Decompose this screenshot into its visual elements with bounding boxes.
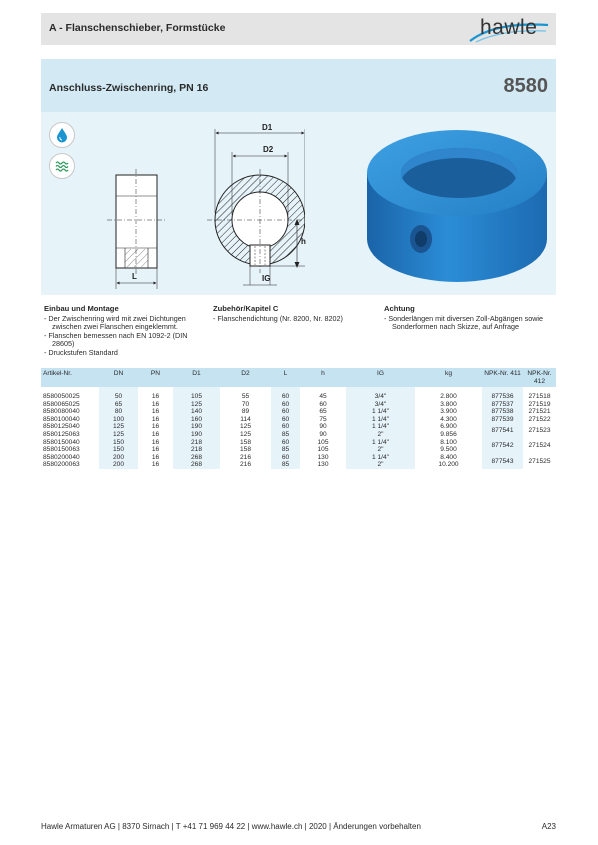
table-cell: 10.200 xyxy=(438,461,459,469)
table-cell: 16 xyxy=(151,393,160,400)
table-cell: 6.900 xyxy=(440,423,457,431)
table-cell: 200 xyxy=(99,454,138,462)
table-cell: 60 xyxy=(271,439,300,447)
notes-accessories xyxy=(213,305,378,323)
table-cell: 2" xyxy=(346,446,415,454)
table-cell: 2.800 xyxy=(440,393,457,400)
table-cell: 271522 xyxy=(528,415,551,423)
table-cell: 877536 xyxy=(482,393,523,401)
col-header: D1 xyxy=(173,368,220,387)
table-cell: 16 xyxy=(151,408,160,416)
table-cell: 50 xyxy=(99,393,138,401)
col-header: IG xyxy=(346,368,415,387)
logo-text: hawle xyxy=(480,16,538,39)
product-section xyxy=(41,59,556,295)
col-header: Artikel-Nr. xyxy=(41,368,99,387)
table-cell: 8580125040 xyxy=(43,423,80,431)
table-cell: 158 xyxy=(239,438,251,446)
table-cell: 16 xyxy=(151,415,160,423)
table-cell: 3/4" xyxy=(346,401,415,409)
table-row xyxy=(41,393,556,401)
table-cell: 90 xyxy=(319,423,327,431)
table-cell: 218 xyxy=(173,439,220,447)
table-row xyxy=(41,416,556,424)
product-photo xyxy=(359,121,555,286)
dim-label-d2: D2 xyxy=(263,145,274,154)
notes-attention-title: Achtung xyxy=(384,304,415,313)
table-row xyxy=(41,461,556,469)
table-cell: 8580125063 xyxy=(43,430,80,438)
col-header: D2 xyxy=(220,368,271,387)
table-cell: 1 1/4" xyxy=(346,416,415,424)
table-cell: 1 1/4" xyxy=(346,423,415,431)
table-cell: 1 1/4" xyxy=(346,439,415,447)
table-cell: 60 xyxy=(271,454,300,462)
table-cell: 105 xyxy=(173,393,220,401)
col-header: L xyxy=(271,368,300,387)
table-cell: 125 xyxy=(99,423,138,431)
table-cell: 8580200040 xyxy=(43,453,80,461)
notes-accessories-title: Zubehör/Kapitel C xyxy=(213,304,279,313)
table-row xyxy=(41,446,556,454)
table-cell: 16 xyxy=(151,453,160,461)
footer xyxy=(41,822,556,831)
table-row xyxy=(41,408,556,416)
table-cell: 60 xyxy=(271,408,300,416)
table-cell: 190 xyxy=(173,431,220,439)
dim-label-h: h xyxy=(301,237,306,246)
product-title: Anschluss-Zwischenring, PN 16 xyxy=(49,82,209,94)
table-cell: 8580100040 xyxy=(43,415,80,423)
table-cell: 268 xyxy=(173,461,220,469)
table-cell: 85 xyxy=(271,461,300,469)
table-cell: 877542 xyxy=(482,439,523,454)
col-header: h xyxy=(300,368,346,387)
table-cell: 3.800 xyxy=(440,400,457,408)
col-header: NPK-Nr. 412 xyxy=(523,368,556,387)
table-cell: 877539 xyxy=(482,416,523,424)
table-cell: 218 xyxy=(173,446,220,454)
table-cell: 8.400 xyxy=(440,453,457,461)
table-cell: 65 xyxy=(319,408,327,416)
table-row xyxy=(41,454,556,462)
dim-label-l: L xyxy=(132,272,137,281)
table-cell: 268 xyxy=(173,454,220,462)
table-cell: 216 xyxy=(239,453,251,461)
table-cell: 8580065025 xyxy=(43,400,80,408)
table-cell: 2" xyxy=(346,461,415,469)
table-cell: 16 xyxy=(151,423,160,431)
page-number: A23 xyxy=(541,822,556,831)
table-cell: 16 xyxy=(151,446,160,454)
notes-attention-item: - Sonderlängen mit diversen Zoll-Abgängen sowie Sonderformen nach Skizze, auf Anfrage xyxy=(384,315,556,332)
table-cell: 16 xyxy=(151,400,160,408)
dim-label-ig: IG xyxy=(262,274,271,283)
notes-install-item: - Der Zwischenring wird mit zwei Dichtungen zwischen zwei Flanschen eingeklemmt. xyxy=(44,315,204,332)
table-cell: 60 xyxy=(271,401,300,409)
table-cell: 60 xyxy=(271,416,300,424)
table-cell: 9.856 xyxy=(440,430,457,438)
table-cell: 60 xyxy=(271,393,300,401)
table-cell: 2" xyxy=(346,431,415,439)
table-cell: 100 xyxy=(99,416,138,424)
table-cell: 150 xyxy=(99,439,138,447)
table-cell: 160 xyxy=(173,416,220,424)
table-cell: 877538 xyxy=(482,408,523,416)
table-body xyxy=(41,387,556,469)
table-cell: 271524 xyxy=(528,442,551,450)
category-title: A - Flanschenschieber, Formstücke xyxy=(49,22,226,34)
col-header: NPK-Nr. 411 xyxy=(482,368,523,387)
table-cell: 4.300 xyxy=(440,415,457,423)
table-cell: 125 xyxy=(239,430,251,438)
table-cell: 158 xyxy=(239,446,251,454)
table-cell: 70 xyxy=(241,400,250,408)
table-cell: 125 xyxy=(173,401,220,409)
top-bar xyxy=(41,13,556,45)
table-cell: 9.500 xyxy=(440,446,457,454)
table-cell: 89 xyxy=(241,408,250,416)
table-cell: 8580050025 xyxy=(43,393,80,400)
dim-label-d1: D1 xyxy=(262,123,273,132)
table-cell: 271519 xyxy=(528,400,551,408)
waves-icon xyxy=(49,153,75,179)
table-row xyxy=(41,401,556,409)
table-cell: 125 xyxy=(239,423,251,431)
table-cell: 114 xyxy=(240,415,251,423)
table-cell: 271523 xyxy=(528,427,551,435)
notes-install xyxy=(44,305,204,358)
table-cell: 8.100 xyxy=(440,438,457,446)
table-cell: 16 xyxy=(151,438,160,446)
notes-install-title: Einbau und Montage xyxy=(44,304,119,313)
product-number: 8580 xyxy=(503,75,548,97)
table-header-row xyxy=(41,368,556,387)
table-cell: 16 xyxy=(151,430,160,438)
technical-drawing xyxy=(105,119,305,289)
table-cell: 60 xyxy=(271,423,300,431)
table-cell: 90 xyxy=(319,430,327,438)
table-cell: 45 xyxy=(319,393,327,400)
table-cell: 60 xyxy=(319,400,327,408)
table-row xyxy=(41,431,556,439)
table-cell: 8580080040 xyxy=(43,408,80,416)
table-cell: 8580200063 xyxy=(43,461,80,469)
table-cell: 105 xyxy=(317,446,329,454)
table-cell: 3.900 xyxy=(440,408,457,416)
table-cell: 75 xyxy=(319,415,327,423)
table-cell: 1 1/4" xyxy=(346,408,415,416)
table-cell: 65 xyxy=(99,401,138,409)
table-cell: 200 xyxy=(99,461,138,469)
table-cell: 216 xyxy=(239,461,251,469)
col-header: DN xyxy=(99,368,138,387)
col-header: PN xyxy=(138,368,173,387)
table-cell: 150 xyxy=(99,446,138,454)
table-cell: 8580150040 xyxy=(43,438,80,446)
table-cell: 877543 xyxy=(482,454,523,469)
table-cell: 8580150063 xyxy=(43,446,80,454)
table-cell: 271525 xyxy=(528,457,551,465)
table-cell: 1 1/4" xyxy=(346,454,415,462)
table-cell: 130 xyxy=(317,453,329,461)
product-header xyxy=(41,59,556,112)
table-cell: 271518 xyxy=(528,393,551,400)
table-cell: 55 xyxy=(241,393,250,400)
table-cell: 877537 xyxy=(482,401,523,409)
water-drop-icon xyxy=(49,122,75,148)
hawle-logo xyxy=(466,15,552,43)
col-header: kg xyxy=(415,368,482,387)
table-cell: 140 xyxy=(173,408,220,416)
table-cell: 85 xyxy=(271,431,300,439)
notes-install-item: - Druckstufen Standard xyxy=(44,349,204,358)
table-cell: 271521 xyxy=(528,408,551,416)
table-cell: 190 xyxy=(173,423,220,431)
footer-text: Hawle Armaturen AG | 8370 Sirnach | T +41 71 969 44 22 | www.hawle.ch | 2020 | Änderungen vorbehalten xyxy=(41,822,421,831)
notes-accessories-item: - Flanschendichtung (Nr. 8200, Nr. 8202) xyxy=(213,315,378,324)
table-cell: 130 xyxy=(317,461,329,469)
h-dimension xyxy=(291,214,313,274)
table-cell: 85 xyxy=(271,446,300,454)
table-cell: 105 xyxy=(317,438,329,446)
table-cell: 16 xyxy=(151,461,160,469)
table-row xyxy=(41,439,556,447)
table-cell: 80 xyxy=(99,408,138,416)
product-table xyxy=(41,368,556,469)
notes-install-item: - Flanschen bemessen nach EN 1092-2 (DIN 28605) xyxy=(44,332,204,349)
table-cell: 3/4" xyxy=(346,393,415,401)
notes-attention xyxy=(384,305,556,332)
table-cell: 877541 xyxy=(482,423,523,438)
table-row xyxy=(41,423,556,431)
table-cell: 125 xyxy=(99,431,138,439)
